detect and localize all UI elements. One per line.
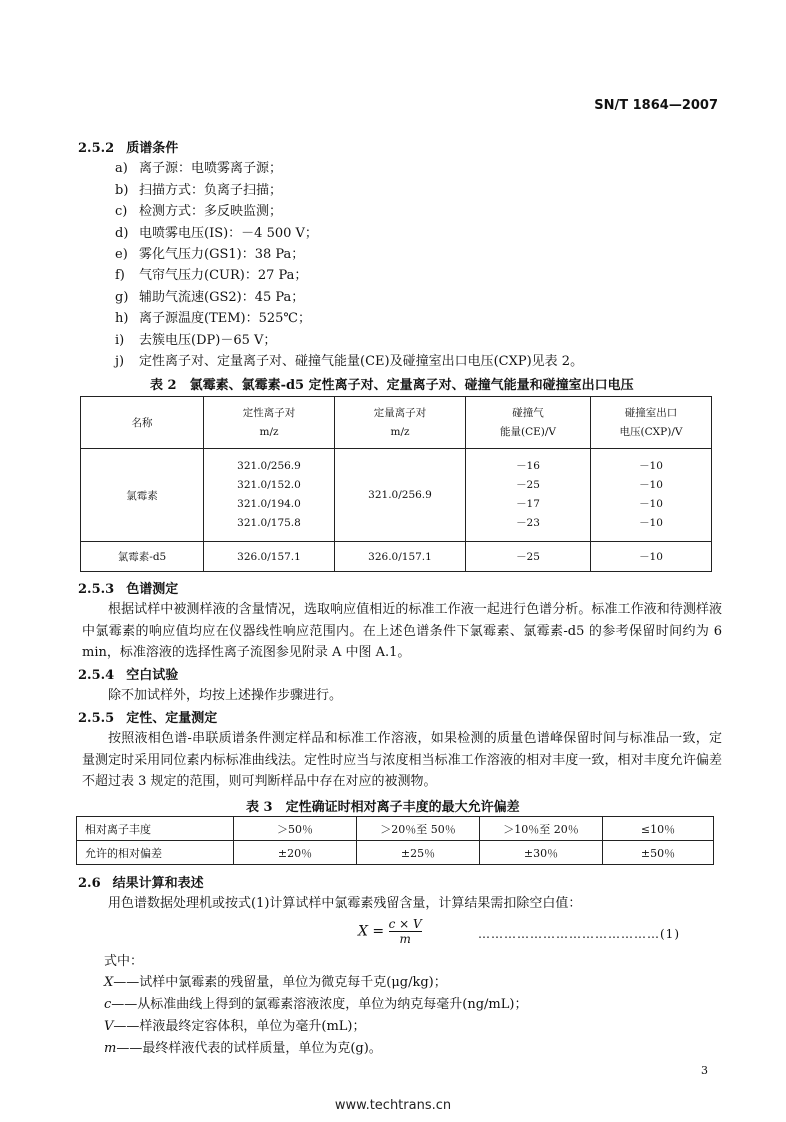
list-item: h) 离子源温度(TEM)：525℃； [115,311,311,326]
header-cxp: 碰撞室出口 电压(CXP)/V [591,397,712,449]
section-title: 空白试验 [126,668,179,683]
formula-number [478,927,680,941]
header-qual: 定性离子对 m/z [204,397,335,449]
definition-item: m——最终样液代表的试样质量，单位为克(g)。 [104,1041,382,1056]
section-2-6-text: 用色谱数据处理机或按式(1)计算试样中氯霉素残留含量，计算结果需扣除空白值： [108,896,582,911]
cell-name: 氯霉素 [81,449,204,542]
section-2-5-4-heading [78,664,178,683]
where-label: 式中： [104,954,144,969]
section-2-6-heading [78,872,204,891]
cell-label: 相对离子丰度 [77,817,234,841]
cell-value: ≤10％ [603,817,714,841]
cell-value: ±25％ [357,841,480,865]
cell-cxp: －10 －10 －10 －10 [591,449,712,542]
list-item: b) 扫描方式：负离子扫描； [115,183,283,198]
definition-item: X——试样中氯霉素的残留量，单位为微克每千克(μg/kg)； [104,975,447,990]
cell-ce: －16 －25 －17 －23 [466,449,591,542]
list-item: i) 去簇电压(DP)－65 V； [115,333,277,348]
section-number: 2.6 [78,876,101,891]
cell-value: ＞50％ [234,817,357,841]
cell-label: 允许的相对偏差 [77,841,234,865]
section-title: 色谱测定 [126,582,179,597]
section-number: 2.5.4 [78,668,115,683]
formula-fraction [389,917,422,946]
formula-leader: …………………………………… [478,927,660,941]
table-row [77,841,714,865]
table-2 [80,396,712,572]
header-name: 名称 [81,397,204,449]
section-title: 定性、定量测定 [126,711,218,726]
section-title: 结果计算和表述 [112,876,204,891]
formula-eq: = [372,923,385,940]
formula-label: (1) [660,927,680,941]
cell-name: 氯霉素-d5 [81,542,204,572]
section-2-5-4-text: 除不加试样外，均按上述操作步骤进行。 [108,688,343,703]
table-3 [76,816,714,865]
section-2-5-3-heading [78,578,178,597]
section-2-5-3-text: 根据试样中被测样液的含量情况，选取响应值相近的标准工作液一起进行色谱分析。标准工作液和待测样液中氯霉素的响应值均应在仪器线性响应范围内。在上述色谱条件下氯霉素、氯霉素-d5 的参考保留时间约为 6 min，标准溶液的选择性离子流图参见附录 A 中图 A.1。 [82,602,722,660]
cell-value: ±50％ [603,841,714,865]
list-item: d) 电喷雾电压(IS)：－4 500 V； [115,226,318,241]
formula-denominator: m [399,932,411,946]
section-number: 2.5.3 [78,582,115,597]
table-3-caption: 表 3 定性确证时相对离子丰度的最大允许偏差 [246,800,520,815]
list-item: c) 检测方式：多反映监测； [115,204,283,219]
cell-quant: 326.0/157.1 [335,542,466,572]
section-2-5-2-heading [78,137,178,156]
cell-qual: 321.0/256.9 321.0/152.0 321.0/194.0 321.0/175.8 [204,449,335,542]
table-2-caption: 表 2 氯霉素、氯霉素-d5 定性离子对、定量离子对、碰撞气能量和碰撞室出口电压 [150,378,634,393]
document-id: SN/T 1864—2007 [594,98,718,113]
page-number: 3 [701,1064,708,1077]
section-2-5-5-heading [78,707,217,726]
formula [358,917,422,946]
formula-numerator: c × V [388,917,422,931]
list-item: a) 离子源：电喷雾离子源； [115,161,283,176]
list-item: e) 雾化气压力(GS1)：38 Pa； [115,247,305,262]
cell-qual: 326.0/157.1 [204,542,335,572]
cell-value: ＞10％至 20％ [480,817,603,841]
formula-lhs: X [358,923,368,940]
cell-value: ＞20％至 50％ [357,817,480,841]
website-footer: www.techtrans.cn [334,1098,452,1113]
table-header-row [81,397,712,449]
section-2-5-5-text: 按照液相色谱-串联质谱条件测定样品和标准工作溶液，如果检测的质量色谱峰保留时间与标准品一致，定量测定时采用同位素内标标准曲线法。定性时应当与浓度相当标准工作溶液的相对丰度一致，相对丰度允许偏差不超过表 3 规定的范围，则可判断样品中存在对应的被测物。 [82,731,722,789]
header-quant: 定量离子对 m/z [335,397,466,449]
section-number: 2.5.2 [78,141,115,156]
cell-ce: －25 [466,542,591,572]
definition-item: V——样液最终定容体积，单位为毫升(mL)； [104,1019,366,1034]
section-title: 质谱条件 [126,141,179,156]
definition-item: c——从标准曲线上得到的氯霉素溶液浓度，单位为纳克每毫升(ng/mL)； [104,997,528,1012]
cell-cxp: －10 [591,542,712,572]
list-item: g) 辅助气流速(GS2)：45 Pa； [115,290,305,305]
header-ce: 碰撞气 能量(CE)/V [466,397,591,449]
list-item: j) 定性离子对、定量离子对、碰撞气能量(CE)及碰撞室出口电压(CXP)见表 2。 [115,354,584,369]
cell-value: ±30％ [480,841,603,865]
list-item: f) 气帘气压力(CUR)：27 Pa； [115,268,308,283]
cell-quant: 321.0/256.9 [335,449,466,542]
cell-value: ±20％ [234,841,357,865]
section-number: 2.5.5 [78,711,115,726]
table-row [77,817,714,841]
table-row [81,449,712,542]
table-row [81,542,712,572]
